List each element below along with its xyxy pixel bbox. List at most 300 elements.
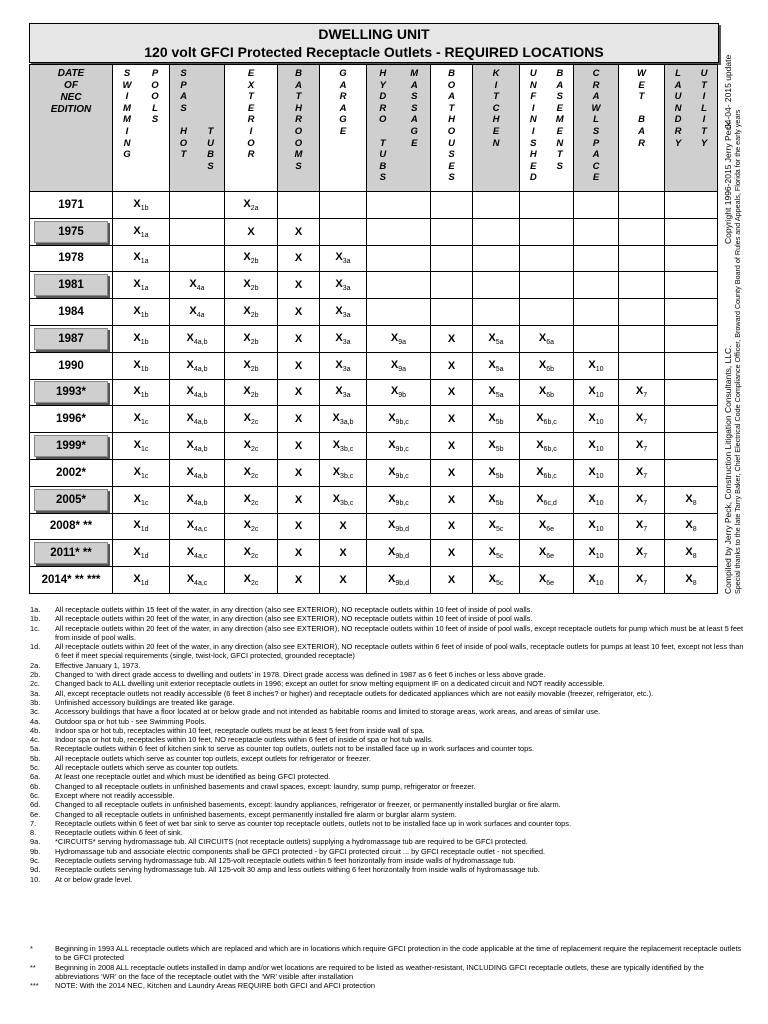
edition-year: 2011* ** [34, 542, 108, 564]
notes-list [30, 605, 744, 884]
edition-year-cell [30, 486, 113, 513]
header-letter [206, 114, 216, 126]
column-header-boathouses [431, 65, 473, 192]
header-letter: H [448, 114, 455, 126]
footnote-text: Beginning in 1993 ALL receptacle outlets which are replaced and which are in locations which require GFCI protection in the code applicable at the time of replacement require the replacement receptacle outlets to be GFCI protected [55, 944, 742, 963]
footnote-ref: 8 [692, 499, 697, 507]
requirement-cell-pools [113, 379, 170, 406]
requirement-mark: X [335, 251, 343, 264]
note-key: 2a. [30, 660, 41, 670]
header-letter: F [530, 91, 537, 103]
header-letter [206, 80, 216, 92]
header-letter: D [379, 91, 387, 103]
requirement-cell-bathrooms [278, 272, 320, 299]
header-letter: D [674, 114, 682, 126]
header-letter: S [448, 172, 455, 184]
header-letter: D [529, 172, 537, 184]
requirement-cell-hydromassage [367, 325, 431, 352]
requirement-mark: X [488, 573, 496, 586]
requirement-cell-exterior [225, 325, 278, 352]
requirement-cell-exterior [225, 513, 278, 540]
footnote-ref: 2c [250, 446, 259, 454]
footnote-ref: 2c [250, 553, 259, 561]
requirement-cell-hydromassage [367, 352, 431, 379]
requirement-mark: X [133, 439, 141, 452]
note-item [30, 661, 744, 670]
header-letter: N [492, 137, 500, 149]
requirement-mark: X [133, 251, 141, 264]
footnote-ref: 1d [140, 580, 149, 588]
header-letter: S [556, 91, 563, 103]
header-letter: L [675, 68, 681, 79]
edition-year: 1999* [34, 435, 108, 457]
note-text: Indoor spa or hot tub, receptacles within 10 feet, receptacle outlets must be at least 5 feet from inside wall of spa. [55, 725, 425, 735]
header-letter: E [411, 137, 418, 149]
header-letter: S [295, 160, 302, 172]
requirement-mark: X [536, 412, 544, 425]
requirement-mark: X [243, 465, 251, 478]
footnote-ref: 6b [546, 392, 555, 400]
edition-year-cell [30, 540, 113, 567]
note-item [30, 726, 744, 735]
requirement-mark: X [447, 547, 456, 560]
requirement-cell-boathouses [431, 325, 473, 352]
requirement-mark: X [133, 197, 141, 210]
requirement-cell-wetbar [619, 433, 665, 460]
requirement-cell-spas [170, 272, 225, 299]
note-key: 1d. [30, 642, 41, 652]
special-thanks: Special thanks to the late Tarry Baker, Chief Electrical Code Compliance Officer, Broward County Board of Rules and Appeals, Florida for the early years [733, 109, 742, 594]
requirement-cell-hydromassage [367, 299, 431, 326]
edition-year: 1996* [55, 413, 87, 426]
note-key: 4a. [30, 716, 41, 726]
requirement-mark: X [294, 252, 303, 265]
requirement-cell-boathouses [431, 459, 473, 486]
edition-year: 1984 [58, 306, 84, 319]
footnote-ref: 5a [495, 338, 504, 346]
requirement-mark: X [186, 412, 194, 425]
header-letter: T [379, 137, 386, 149]
footnote-ref: 2c [250, 580, 259, 588]
note-item [30, 679, 744, 688]
column-header-kitchen [473, 65, 520, 192]
note-text: Indoor spa or hot tub, receptacles within 10 feet, NO receptacle outlets within 6 feet of inside of spa or hot tub walls. [55, 735, 433, 745]
footnote-ref: 9b [398, 392, 407, 400]
footnote-ref: 7 [643, 419, 648, 427]
header-letter: O [294, 125, 303, 137]
footnote-ref: 6e [546, 580, 555, 588]
footnote-ref: 1c [140, 499, 149, 507]
requirement-cell-crawlspace [574, 352, 619, 379]
requirement-cell-wetbar [619, 325, 665, 352]
requirement-cell-boathouses [431, 272, 473, 299]
header-letter: T [701, 125, 707, 137]
requirement-cell-exterior [225, 245, 278, 272]
requirement-cell-garage [320, 433, 367, 460]
header-letter: O [179, 137, 188, 149]
footnote-ref: 4a,b [193, 365, 208, 373]
footnote-ref: 1a [140, 231, 149, 239]
footnote-ref: 4a [196, 285, 205, 293]
note-key: 1c. [30, 623, 40, 633]
requirement-mark: X [588, 385, 596, 398]
footnote-ref: 2b [250, 312, 259, 320]
footnote-ref: 9b,d [395, 580, 409, 588]
requirement-mark: X [339, 547, 347, 560]
header-letter: T [638, 91, 645, 103]
requirement-cell-crawlspace [574, 325, 619, 352]
header-letter: N [123, 137, 131, 149]
requirement-mark: X [339, 520, 347, 533]
requirement-mark: X [488, 465, 496, 478]
requirement-mark: X [294, 466, 303, 479]
requirement-mark: X [332, 439, 341, 452]
footnote-key: *** [30, 981, 39, 991]
table-row [30, 567, 718, 594]
requirement-cell-basements [520, 486, 574, 513]
requirement-cell-wetbar [619, 245, 665, 272]
requirement-mark: X [332, 492, 341, 505]
requirement-mark: X [335, 385, 343, 398]
requirement-cell-crawlspace [574, 433, 619, 460]
column-header-laundry [665, 65, 718, 192]
requirement-cell-laundry [665, 245, 718, 272]
table-row [30, 406, 718, 433]
date-header-word: EDITION [50, 104, 92, 115]
footnote-ref: 9b,c [395, 419, 409, 427]
requirement-cell-pools [113, 192, 170, 219]
requirement-mark: X [447, 359, 456, 372]
requirement-cell-crawlspace [574, 459, 619, 486]
header-letter: T [295, 91, 302, 103]
column-header-bathrooms [278, 65, 320, 192]
header-letter: I [125, 91, 129, 103]
footnote-ref: 2b [250, 365, 259, 373]
requirement-mark: X [243, 331, 251, 344]
edition-year: 1987 [34, 328, 108, 350]
header-letter [206, 91, 216, 103]
header-letter: S [207, 160, 214, 172]
requirement-mark: X [294, 440, 303, 453]
header-letter: E [492, 125, 500, 137]
header-letter: H [529, 149, 537, 161]
requirement-cell-kitchen [473, 406, 520, 433]
note-text: Receptacle outlets serving hydromassage tub. All 125-volt receptacle outlets within 5 feet horizontally from inside walls of hydromassage tub. [55, 856, 516, 866]
header-letter: G [123, 149, 131, 161]
table-row [30, 379, 718, 406]
requirement-cell-laundry [665, 218, 718, 245]
requirement-mark: X [243, 546, 251, 559]
requirement-cell-kitchen [473, 218, 520, 245]
edition-year: 1978 [58, 252, 84, 265]
requirement-cell-boathouses [431, 245, 473, 272]
header-letter: E [448, 160, 455, 172]
footnote-ref: 9b,c [395, 499, 409, 507]
requirement-mark: X [447, 440, 456, 453]
header-letter: U [674, 91, 682, 103]
footnote-ref: 9a [398, 338, 407, 346]
footnote-ref: 5b [495, 419, 504, 427]
requirement-mark: X [335, 278, 343, 291]
note-item [30, 819, 744, 828]
note-key: 5a. [30, 744, 41, 754]
header-letter: A [638, 125, 645, 137]
note-key: 7. [30, 818, 37, 828]
title-line-1: DWELLING UNIT [318, 26, 430, 42]
requirement-cell-spas [170, 299, 225, 326]
header-letter: S [530, 137, 537, 149]
header-letter: N [674, 102, 682, 114]
edition-year: 2014* ** *** [41, 574, 101, 587]
footnote-item [30, 963, 744, 982]
requirement-cell-spas [170, 218, 225, 245]
note-item [30, 707, 744, 716]
requirement-cell-crawlspace [574, 299, 619, 326]
note-item [30, 614, 744, 623]
requirement-cell-kitchen [473, 192, 520, 219]
requirement-mark: X [189, 305, 197, 318]
requirement-cell-spas [170, 459, 225, 486]
requirement-cell-hydromassage [367, 433, 431, 460]
edition-year-cell [30, 459, 113, 486]
footnote-ref: 6e [546, 526, 555, 534]
header-letter [179, 114, 189, 126]
note-text: Receptacle outlets within 6 feet of wet bar sink to serve as counter top receptacle outlets, outlets not to be installed face up in work surfaces and counter tops. [55, 818, 571, 828]
requirement-mark: X [294, 359, 303, 372]
requirement-cell-laundry [665, 567, 718, 594]
requirement-mark: X [186, 358, 194, 371]
header-letter: C [492, 102, 500, 114]
side-credits [723, 55, 742, 594]
footnote-ref: 5c [495, 526, 504, 534]
requirement-cell-basements [520, 272, 574, 299]
footnote-ref: 10 [595, 446, 604, 454]
note-text: All receptacle outlets within 20 feet of the water, in any direction (also see EXTERIOR), NO receptacle outlets within 10 feet of inside of pool walls. [55, 614, 533, 624]
header-letter: R [592, 79, 600, 91]
footnote-ref: 10 [595, 499, 604, 507]
requirement-cell-exterior [225, 540, 278, 567]
requirement-mark: X [536, 439, 544, 452]
header-letter: E [592, 172, 600, 184]
edition-year-cell [30, 513, 113, 540]
requirement-mark: X [447, 574, 456, 587]
requirement-cell-boathouses [431, 379, 473, 406]
footnote-ref: 4a,c [194, 580, 208, 588]
requirement-cell-crawlspace [574, 406, 619, 433]
note-item [30, 782, 744, 791]
header-letter: R [638, 137, 645, 149]
requirement-cell-bathrooms [278, 486, 320, 513]
requirement-mark: X [294, 574, 303, 587]
header-letter: E [247, 68, 255, 79]
header-letter: T [556, 149, 563, 161]
header-letter: T [248, 91, 254, 103]
requirement-cell-spas [170, 379, 225, 406]
requirement-cell-spas [170, 192, 225, 219]
requirement-mark: X [133, 573, 141, 586]
requirement-cell-garage [320, 459, 367, 486]
requirement-mark: X [388, 465, 396, 478]
footnote-ref: 1b [140, 392, 149, 400]
footnote-ref: 3a,b [339, 419, 354, 427]
edition-year-cell [30, 218, 113, 245]
requirement-cell-pools [113, 433, 170, 460]
requirement-cell-pools [113, 540, 170, 567]
requirement-mark: X [388, 546, 396, 559]
requirement-cell-crawlspace [574, 245, 619, 272]
requirement-mark: X [247, 225, 255, 238]
requirement-mark: X [133, 278, 141, 291]
requirement-mark: X [536, 465, 544, 478]
column-header-crawlspace [574, 65, 619, 192]
requirement-cell-exterior [225, 352, 278, 379]
header-letter: O [247, 137, 255, 149]
requirement-cell-boathouses [431, 540, 473, 567]
edition-year: 1990 [58, 359, 84, 372]
note-item [30, 837, 744, 846]
edition-year: 2002* [55, 466, 87, 479]
footnote-ref: 5a [495, 365, 504, 373]
footnote-ref: 4a,b [193, 499, 208, 507]
requirement-cell-hydromassage [367, 379, 431, 406]
note-key: 4c. [30, 735, 40, 745]
requirement-cell-pools [113, 352, 170, 379]
header-letter: E [339, 125, 347, 137]
footnote-ref: 10 [595, 472, 604, 480]
note-key: 9d. [30, 865, 41, 875]
column-header-garage [320, 65, 367, 192]
footnote-ref: 6c,d [543, 499, 557, 507]
note-text: Receptacle outlets within 6 feet of kitchen sink to serve as counter top outlets, outlets not to be installed face up in work surfaces and counter tops. [55, 744, 535, 754]
requirement-mark: X [588, 465, 596, 478]
footnote-ref: 5c [495, 553, 504, 561]
note-item [30, 642, 744, 661]
requirement-cell-bathrooms [278, 540, 320, 567]
requirement-mark: X [635, 492, 644, 505]
requirement-mark: X [335, 305, 343, 318]
header-letter: W [591, 102, 601, 114]
footnote-item [30, 944, 744, 963]
requirement-cell-laundry [665, 379, 718, 406]
requirement-cell-garage [320, 272, 367, 299]
note-item [30, 689, 744, 698]
header-letter: S [379, 172, 386, 184]
requirement-cell-boathouses [431, 486, 473, 513]
note-key: 4b. [30, 725, 41, 735]
requirement-mark: X [186, 331, 194, 344]
requirement-mark: X [685, 573, 693, 586]
requirement-mark: X [588, 546, 596, 559]
header-letter: I [702, 91, 706, 103]
header-letter: W [122, 79, 132, 91]
footnote-ref: 3a [342, 365, 351, 373]
footnotes-list [30, 944, 744, 990]
requirement-mark: X [186, 492, 194, 505]
footnote-ref: 4a,b [193, 392, 208, 400]
requirement-cell-basements [520, 352, 574, 379]
requirement-mark: X [133, 465, 141, 478]
note-key: 6b. [30, 781, 41, 791]
footnote-ref: 3a [342, 312, 351, 320]
requirement-mark: X [243, 412, 251, 425]
requirement-mark: X [243, 492, 251, 505]
column-header-hydromassage [367, 65, 431, 192]
requirement-mark: X [488, 412, 496, 425]
requirement-mark: X [294, 332, 303, 345]
requirement-cell-exterior [225, 218, 278, 245]
requirement-mark: X [133, 385, 141, 398]
requirement-cell-exterior [225, 379, 278, 406]
footnote-ref: 4a,b [193, 338, 208, 346]
table-row [30, 272, 718, 299]
requirement-cell-laundry [665, 299, 718, 326]
footnote-ref: 5a [495, 392, 504, 400]
requirement-mark: X [388, 439, 396, 452]
header-letter: N [529, 79, 537, 91]
footnote-ref: 2c [250, 472, 259, 480]
note-item [30, 810, 744, 819]
header-letter: L [701, 102, 707, 114]
footnote-ref: 1d [140, 526, 149, 534]
note-key: 9c. [30, 856, 40, 866]
requirement-mark: X [186, 546, 195, 559]
footnote-ref: 2b [250, 392, 259, 400]
requirement-cell-bathrooms [278, 192, 320, 219]
requirement-cell-wetbar [619, 567, 665, 594]
date-header-word: NEC [60, 92, 82, 103]
edition-year-cell [30, 272, 113, 299]
footnote-ref: 6b,c [543, 446, 557, 454]
requirement-cell-hydromassage [367, 486, 431, 513]
header-letter: Y [700, 137, 708, 149]
header-letter: L [593, 114, 599, 126]
requirement-mark: X [588, 439, 596, 452]
header-letter: T [493, 91, 499, 103]
header-letter: A [295, 79, 302, 91]
footnote-ref: 3b,c [340, 446, 354, 454]
note-text: *CIRCUITS* serving hydromassage tub. All CIRCUITS (not receptacle outlets) supplying a hydromassage tub are required to be GFCI protected. [55, 837, 528, 847]
requirement-cell-boathouses [431, 299, 473, 326]
header-letter: C [592, 160, 600, 172]
requirement-mark: X [335, 331, 343, 344]
requirement-mark: X [635, 439, 644, 452]
note-text: Accessory buildings that have a floor located at or below grade and not intended as habitable rooms and limited to storage areas, work areas, and areas of similar use. [55, 707, 601, 717]
requirement-cell-crawlspace [574, 540, 619, 567]
requirement-cell-laundry [665, 325, 718, 352]
requirement-mark: X [332, 412, 340, 425]
table-row [30, 218, 718, 245]
requirement-cell-wetbar [619, 192, 665, 219]
footnote-ref: 10 [595, 419, 604, 427]
requirement-cell-kitchen [473, 272, 520, 299]
header-letter: A [410, 114, 418, 126]
note-key: 6d. [30, 800, 41, 810]
requirement-cell-crawlspace [574, 272, 619, 299]
requirement-cell-boathouses [431, 513, 473, 540]
table-row [30, 513, 718, 540]
footnote-key: * [30, 944, 33, 953]
note-key: 6a. [30, 772, 41, 782]
footnote-ref: 1c [140, 419, 149, 427]
note-key: 6c. [30, 790, 40, 800]
note-text: Changed to all receptacle outlets in unfinished basements, except permanently installed fire alarm or burglar alarm system. [55, 809, 457, 819]
note-key: 1a. [30, 605, 41, 614]
requirement-cell-pools [113, 299, 170, 326]
requirement-cell-spas [170, 513, 225, 540]
footnote-ref: 8 [692, 580, 697, 588]
table-row [30, 352, 718, 379]
table-row [30, 299, 718, 326]
